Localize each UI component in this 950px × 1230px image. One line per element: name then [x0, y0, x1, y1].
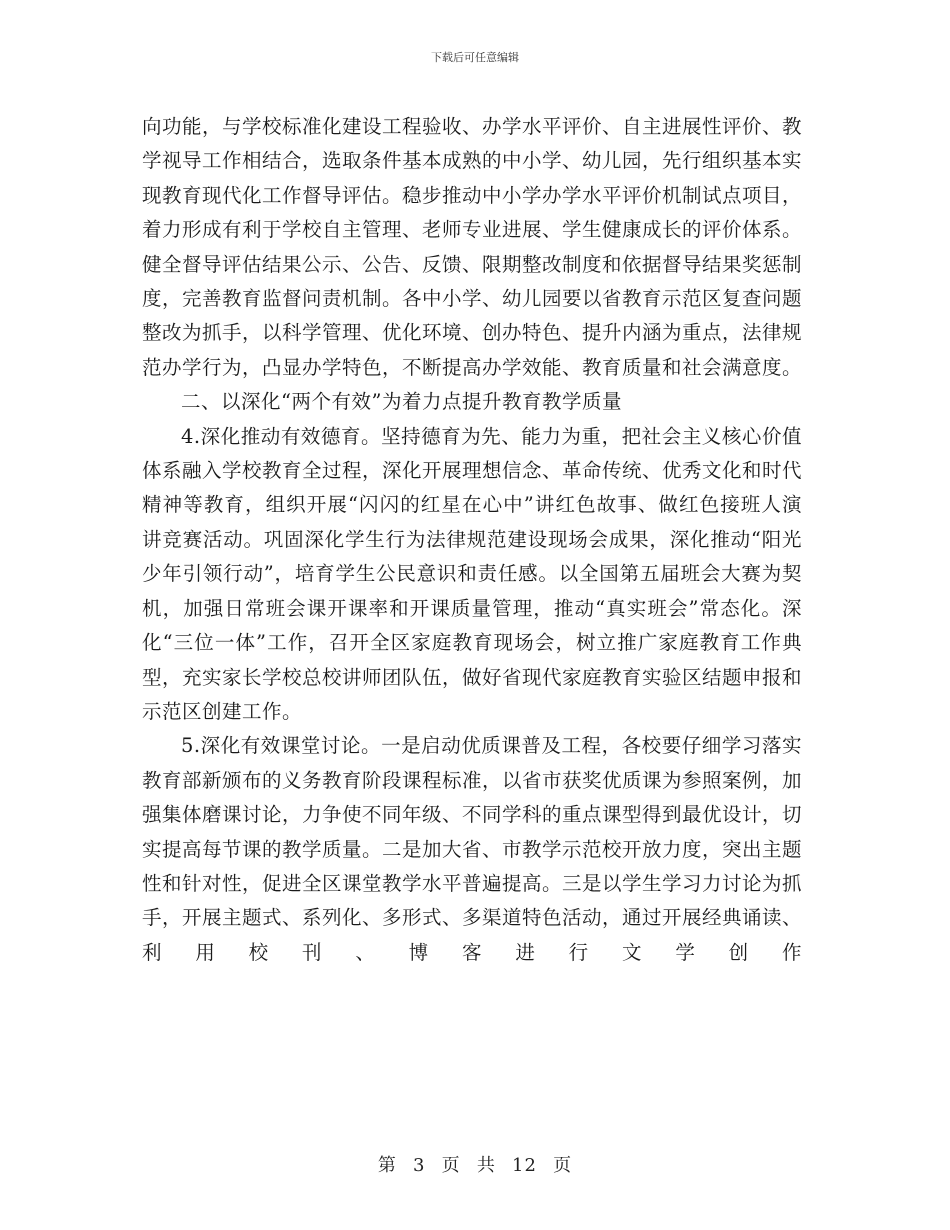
footer-prefix: 第: [377, 1155, 397, 1176]
footer-total-prefix: 共: [476, 1155, 496, 1176]
section-heading: 二、以深化“两个有效”为着力点提升教育教学质量: [181, 390, 622, 414]
total-pages-number: 12: [512, 1155, 537, 1176]
header-text: 下载后可任意编辑: [431, 51, 519, 64]
footer-page-label: 页: [441, 1155, 461, 1176]
paragraph-item-5: 5.深化有效课堂讨论。一是启动优质课普及工程，各校要仔细学习落实教育部新颁布的义务教育阶段课程标准，以省市获奖优质课为参照案例，加强集体磨课讨论，力争使不同年级、不同学科的重点课型得到最优设计，切实提高每节课的教学质量。二是加大省、市教学示范校开放力度，突出主题性和针对性，促进全区课堂教学水平普遍提高。三是以学生学习力讨论为抓手，开展主题式、系列化、多形式、多渠道特色活动，通过开展经典诵读、利用校刊、博客进行文学创作: [142, 734, 803, 964]
page-header: [0, 51, 950, 65]
page-footer: [0, 1155, 950, 1177]
current-page-number: 3: [413, 1155, 426, 1176]
footer-suffix: 页: [553, 1155, 573, 1176]
document-body: [142, 110, 802, 970]
paragraph-item-4: 4.深化推动有效德育。坚持德育为先、能力为重，把社会主义核心价值体系融入学校教育全过程，深化开展理想信念、革命传统、优秀文化和时代精神等教育，组织开展“闪闪的红星在心中”讲红色故事、做红色接班人演讲竞赛活动。巩固深化学生行为法律规范建设现场会成果，深化推动“阳光少年引领行动”，培育学生公民意识和责任感。以全国第五届班会大赛为契机，加强日常班会课开课率和开课质量管理，推动“真实班会”常态化。深化“三位一体”工作，召开全区家庭教育现场会，树立推广家庭教育工作典型，充实家长学校总校讲师团队伍，做好省现代家庭教育实验区结题申报和示范区创建工作。: [142, 424, 803, 723]
paragraph-continuation: 向功能，与学校标准化建设工程验收、办学水平评价、自主进展性评价、教学视导工作相结合，选取条件基本成熟的中小学、幼儿园，先行组织基本实现教育现代化工作督导评估。稳步推动中小学办学水平评价机制试点项目，着力形成有利于学校自主管理、老师专业进展、学生健康成长的评价体系。健全督导评估结果公示、公告、反馈、限期整改制度和依据督导结果奖惩制度，完善教育监督问责机制。各中小学、幼儿园要以省教育示范区复查问题整改为抓手，以科学管理、优化环境、创办特色、提升内涵为重点，法律规范办学行为，凸显办学特色，不断提高办学效能、教育质量和社会满意度。: [142, 115, 803, 379]
